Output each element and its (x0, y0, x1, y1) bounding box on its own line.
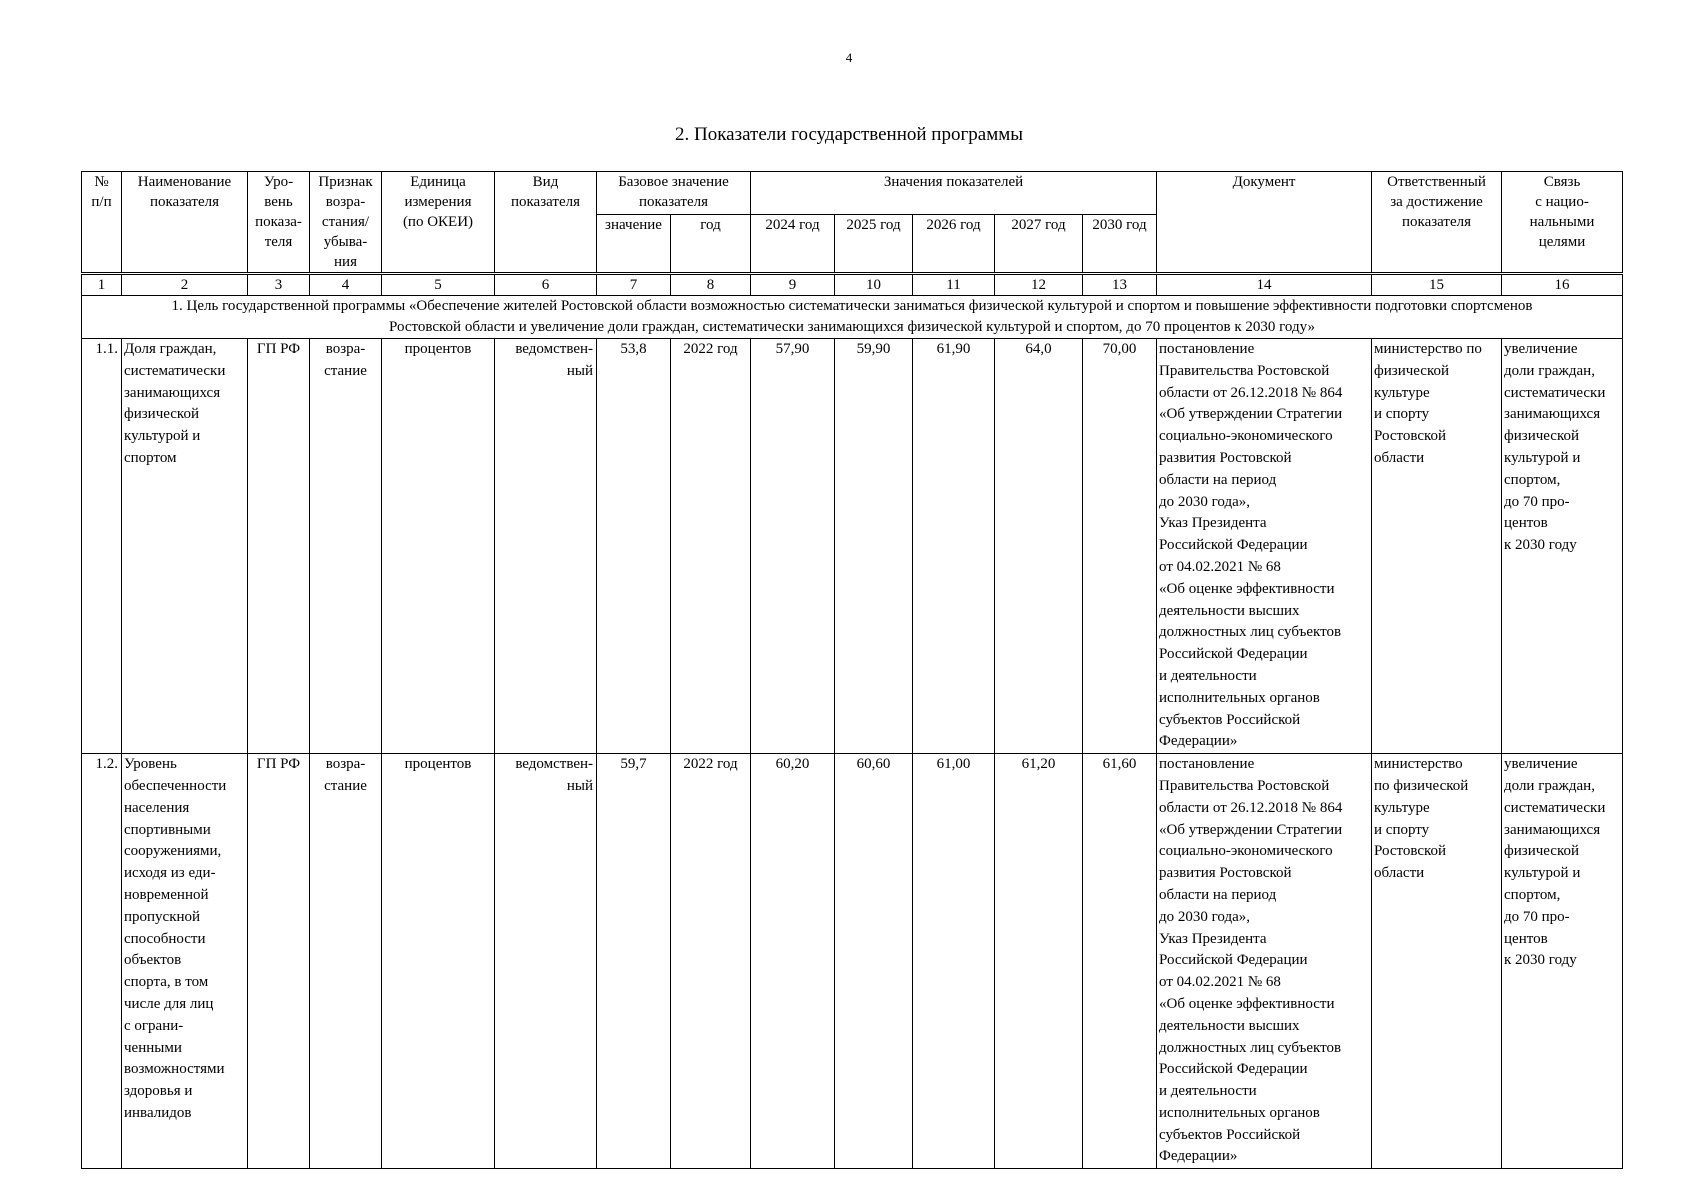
column-number: 10 (835, 274, 913, 296)
indicator-type (495, 754, 597, 1169)
value-2024: 60,20 (751, 754, 835, 1169)
cell-line: теля (264, 234, 293, 250)
cell-line: и спорту (1374, 406, 1430, 423)
cell-line: ния (334, 254, 357, 270)
indicator-name (122, 339, 248, 754)
value-2025: 59,90 (835, 339, 913, 754)
value-2027: 64,0 (995, 339, 1083, 754)
cell-line: Наименование (137, 174, 232, 190)
cell-line: постановление (1159, 756, 1255, 773)
cell-line: нальными (1529, 214, 1595, 230)
column-number-row (82, 274, 1623, 296)
cell-line: возможностями (124, 1061, 225, 1078)
cell-line: показателя (510, 194, 581, 210)
header-year-2025: 2025 год (835, 215, 913, 274)
column-number: 14 (1157, 274, 1372, 296)
cell-line: спортом (124, 449, 177, 466)
cell-line: социально-экономического (1159, 843, 1333, 860)
cell-line: спортом, (1504, 886, 1561, 903)
cell-line: Единица (410, 174, 466, 190)
cell-line: систематически (1504, 799, 1606, 816)
cell-line: области (1374, 865, 1425, 882)
header-name (122, 172, 248, 274)
column-number: 8 (671, 274, 751, 296)
cell-line: спортом, (1504, 471, 1561, 488)
cell-line: ведомствен- (515, 341, 593, 357)
cell-line: культурой и (1504, 865, 1581, 882)
column-number: 12 (995, 274, 1083, 296)
cell-line: систематически (124, 362, 226, 379)
cell-line: Правительства Ростовской (1159, 777, 1330, 794)
cell-line: субъектов Российской (1159, 711, 1301, 728)
section-title: 2. Показатели государственной программы (674, 124, 1024, 145)
indicator-trend (310, 754, 382, 1169)
cell-line: Ответственный (1387, 174, 1486, 190)
cell-line: Уровень (124, 756, 177, 773)
cell-line: культурой и (124, 428, 201, 445)
header-trend (310, 172, 382, 274)
cell-line: деятельности высших (1159, 1017, 1300, 1034)
cell-line: развития Ростовской (1159, 865, 1292, 882)
national-goal-link (1502, 754, 1623, 1169)
header-year-2027: 2027 год (995, 215, 1083, 274)
header-responsible (1372, 172, 1502, 274)
cell-line: за достижение (1390, 194, 1483, 210)
value-2030: 70,00 (1083, 339, 1157, 754)
cell-line: до 70 про- (1504, 493, 1570, 510)
cell-line: ный (566, 777, 593, 794)
cell-line: развития Ростовской (1159, 449, 1292, 466)
header-document: Документ (1157, 172, 1372, 274)
cell-line: систематически (1504, 384, 1606, 401)
header-row-1 (82, 172, 1623, 215)
cell-line: способности (124, 930, 206, 947)
cell-line: инвалидов (124, 1104, 192, 1121)
cell-line: здоровья и (124, 1083, 193, 1100)
column-number: 15 (1372, 274, 1502, 296)
cell-line: Российской Федерации (1159, 1061, 1308, 1078)
cell-line: с ограни- (124, 1017, 184, 1034)
cell-line: по физической (1374, 777, 1469, 794)
cell-line: субъектов Российской (1159, 1126, 1301, 1143)
cell-line: области на период (1159, 471, 1277, 488)
cell-line: Доля граждан, (124, 341, 217, 357)
cell-line: занимающихся (1504, 821, 1601, 838)
cell-line: Российской Федерации (1159, 646, 1308, 663)
cell-line: физической (1504, 843, 1580, 860)
cell-line: числе для лиц (124, 995, 214, 1012)
column-number: 11 (913, 274, 995, 296)
cell-line: увеличение (1504, 341, 1578, 357)
cell-line: до 70 про- (1504, 908, 1570, 925)
indicator-level: ГП РФ (248, 754, 310, 1169)
indicator-type (495, 339, 597, 754)
cell-line: новременной (124, 886, 209, 903)
cell-line: доли граждан, (1504, 777, 1595, 794)
cell-line: стания/ (321, 214, 370, 230)
cell-line: министерство (1374, 756, 1463, 773)
row-number: 1.1. (82, 339, 122, 754)
cell-line: ный (566, 362, 593, 379)
page-number: 4 (845, 50, 853, 65)
cell-line: вень (264, 194, 293, 210)
cell-line: возра- (325, 756, 366, 773)
cell-line: стание (324, 777, 367, 794)
cell-line: области от 26.12.2018 № 864 (1159, 799, 1343, 816)
header-level (248, 172, 310, 274)
cell-line: исполнительных органов (1159, 1104, 1320, 1121)
cell-line: Правительства Ростовской (1159, 362, 1330, 379)
cell-line: сооружениями, (124, 843, 222, 860)
column-number: 4 (310, 274, 382, 296)
cell-line: Связь (1543, 174, 1581, 190)
cell-line: спортивными (124, 821, 211, 838)
goal-row (82, 296, 1623, 339)
cell-line: Указ Президента (1159, 515, 1267, 532)
column-number: 3 (248, 274, 310, 296)
cell-line: убыва- (323, 234, 368, 250)
value-2027: 61,20 (995, 754, 1083, 1169)
cell-line: и деятельности (1159, 1083, 1257, 1100)
indicator-unit: процентов (382, 339, 495, 754)
header-year-2024: 2024 год (751, 215, 835, 274)
table-row (82, 754, 1623, 1169)
header-base-group: Базовое значение показателя (597, 172, 751, 215)
cell-line: физической (1504, 428, 1580, 445)
responsible-cell (1372, 339, 1502, 754)
cell-line: ченными (124, 1039, 182, 1056)
cell-line: ведомствен- (515, 756, 593, 773)
cell-line: области (1374, 449, 1425, 466)
cell-line: Вид (532, 174, 559, 190)
value-2025: 60,60 (835, 754, 913, 1169)
cell-line: до 2030 года», (1159, 908, 1251, 925)
cell-line: Российской Федерации (1159, 537, 1308, 554)
cell-line: должностных лиц субъектов (1159, 624, 1342, 641)
value-2026: 61,90 (913, 339, 995, 754)
cell-line: «Об утверждении Стратегии (1159, 406, 1343, 423)
cell-line: области от 26.12.2018 № 864 (1159, 384, 1343, 401)
cell-line: Ростовской (1374, 843, 1447, 860)
cell-line: показателя (149, 194, 220, 210)
cell-line: к 2030 году (1504, 952, 1577, 969)
header-num (82, 172, 122, 274)
cell-line: увеличение (1504, 756, 1578, 773)
header-year-2026: 2026 год (913, 215, 995, 274)
column-number: 1 (82, 274, 122, 296)
table-row (82, 339, 1623, 754)
document-cell (1157, 339, 1372, 754)
cell-line: постановление (1159, 341, 1255, 357)
cell-line: министерство по (1374, 341, 1482, 357)
column-number: 6 (495, 274, 597, 296)
column-number: 13 (1083, 274, 1157, 296)
header-base-value: значение (597, 215, 671, 274)
row-number: 1.2. (82, 754, 122, 1169)
indicator-unit: процентов (382, 754, 495, 1169)
cell-line: целями (1538, 234, 1586, 250)
cell-line: Признак (318, 174, 373, 190)
cell-line: физической (1374, 362, 1450, 379)
base-year: 2022 год (671, 339, 751, 754)
cell-line: исходя из еди- (124, 865, 216, 882)
value-2024: 57,90 (751, 339, 835, 754)
column-number: 7 (597, 274, 671, 296)
cell-line: области на период (1159, 886, 1277, 903)
cell-line: № (94, 174, 109, 190)
cell-line: доли граждан, (1504, 362, 1595, 379)
cell-line: Уро- (263, 174, 294, 190)
cell-line: (по ОКЕИ) (402, 214, 474, 230)
cell-line: занимающихся (124, 384, 221, 401)
cell-line: от 04.02.2021 № 68 (1159, 558, 1281, 575)
header-values-group: Значения показателей (751, 172, 1157, 215)
cell-line: и деятельности (1159, 667, 1257, 684)
cell-line: населения (124, 799, 190, 816)
cell-line: возра- (325, 341, 366, 357)
indicator-level: ГП РФ (248, 339, 310, 754)
cell-line: деятельности высших (1159, 602, 1300, 619)
cell-line: Федерации» (1159, 1148, 1238, 1165)
value-2026: 61,00 (913, 754, 995, 1169)
base-value: 59,7 (597, 754, 671, 1169)
base-year: 2022 год (671, 754, 751, 1169)
goal-text: 1. Цель государственной программы «Обеспечение жителей Ростовской области возможностью систематически заниматься физической культурой и спортом и повышение эффективности подготовки спортсменов Ростовской области и увеличение доли граждан, систематически занимающихся физической культурой и спортом, до 70 процентов к 2030 году» (82, 296, 1623, 339)
cell-line: от 04.02.2021 № 68 (1159, 974, 1281, 991)
header-base-year: год (671, 215, 751, 274)
cell-line: к 2030 году (1504, 537, 1577, 554)
indicator-name (122, 754, 248, 1169)
cell-line: объектов (124, 952, 182, 969)
cell-line: обеспеченности (124, 777, 227, 794)
cell-line: культуре (1374, 384, 1430, 401)
cell-line: должностных лиц субъектов (1159, 1039, 1342, 1056)
cell-line: спорта, в том (124, 974, 209, 991)
cell-line: до 2030 года», (1159, 493, 1251, 510)
cell-line: Российской Федерации (1159, 952, 1308, 969)
responsible-cell (1372, 754, 1502, 1169)
indicators-table (81, 171, 1623, 1169)
header-type (495, 172, 597, 274)
cell-line: и спорту (1374, 821, 1430, 838)
cell-line: с нацио- (1535, 194, 1589, 210)
header-link (1502, 172, 1623, 274)
national-goal-link (1502, 339, 1623, 754)
cell-line: измерения (404, 194, 472, 210)
cell-line: центов (1504, 930, 1548, 947)
cell-line: показа- (255, 214, 302, 230)
document-cell (1157, 754, 1372, 1169)
cell-line: пропускной (124, 908, 201, 925)
cell-line: п/п (91, 194, 112, 210)
cell-line: стание (324, 362, 367, 379)
header-unit (382, 172, 495, 274)
cell-line: центов (1504, 515, 1548, 532)
header-year-2030: 2030 год (1083, 215, 1157, 274)
cell-line: «Об оценке эффективности (1159, 995, 1335, 1012)
cell-line: Федерации» (1159, 733, 1238, 750)
cell-line: Указ Президента (1159, 930, 1267, 947)
column-number: 5 (382, 274, 495, 296)
cell-line: исполнительных органов (1159, 689, 1320, 706)
cell-line: социально-экономического (1159, 428, 1333, 445)
cell-line: «Об оценке эффективности (1159, 580, 1335, 597)
base-value: 53,8 (597, 339, 671, 754)
cell-line: культуре (1374, 799, 1430, 816)
value-2030: 61,60 (1083, 754, 1157, 1169)
column-number: 9 (751, 274, 835, 296)
cell-line: возра- (325, 194, 366, 210)
cell-line: физической (124, 406, 199, 423)
column-number: 2 (122, 274, 248, 296)
cell-line: «Об утверждении Стратегии (1159, 821, 1343, 838)
cell-line: показателя (1401, 214, 1472, 230)
column-number: 16 (1502, 274, 1623, 296)
indicator-trend (310, 339, 382, 754)
cell-line: занимающихся (1504, 406, 1601, 423)
cell-line: культурой и (1504, 449, 1581, 466)
cell-line: Ростовской (1374, 428, 1447, 445)
